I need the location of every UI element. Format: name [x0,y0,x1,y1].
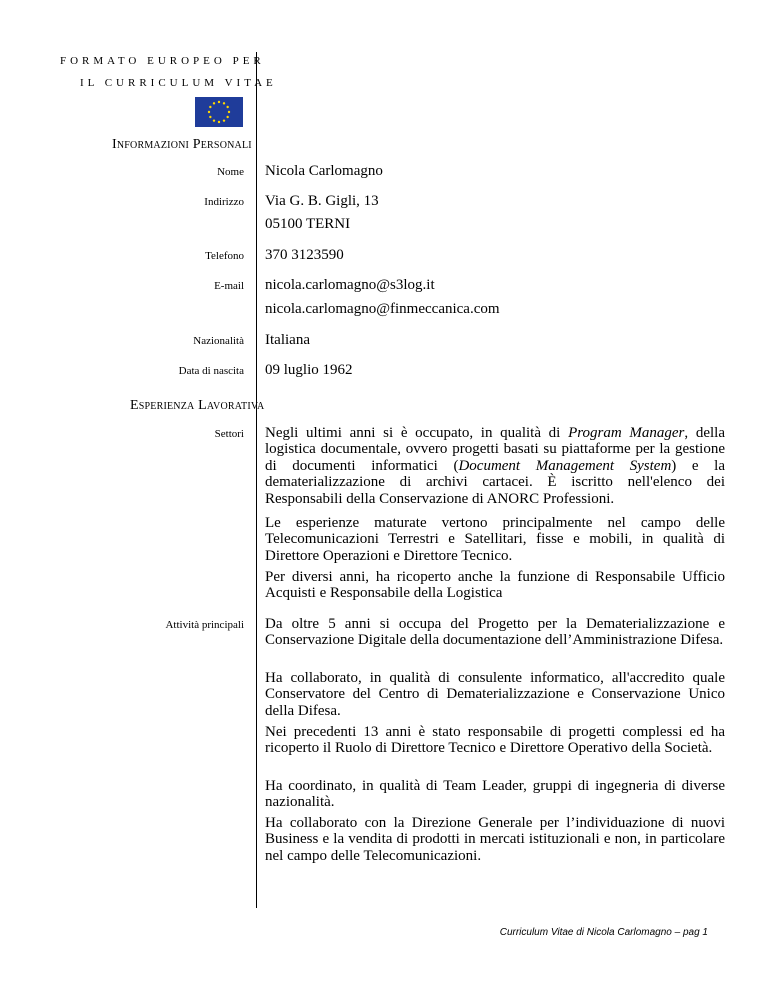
eu-star-icon [209,116,211,118]
label-settori: Settori [214,428,244,440]
header-line-1: FORMATO EUROPEO PER [60,55,265,67]
eu-flag-icon [195,97,243,127]
header-line-2: IL CURRICULUM VITAE [80,77,277,89]
settori-paragraph-1: Negli ultimi anni si è occupato, in qualità di Program Manager, della logistica documentale, ovvero progetti basati su piattaforme per la gestione di documenti informatici (Document Management System) e la dematerializzazione di archivi cartacei. È iscritto nell'elenco dei Responsabili della Conservazione di ANORC Professioni. [265,425,725,507]
value-email-1: nicola.carlomagno@s3log.it [265,277,435,293]
eu-star-icon [208,111,210,113]
value-email-2: nicola.carlomagno@finmeccanica.com [265,301,500,317]
eu-star-icon [213,119,215,121]
section-informazioni-personali: Informazioni Personali [112,137,252,152]
column-divider [256,52,257,908]
attivita-paragraph-5: Ha collaborato con la Direzione Generale per l’individuazione di nuovi Business e la vendita di prodotti in mercati istituzionali e non, in particolare nel campo delle Telecomunicazioni. [265,815,725,864]
section-esperienza-lavorativa: Esperienza Lavorativa [130,398,265,413]
value-nazionalita: Italiana [265,332,310,348]
value-telefono: 370 3123590 [265,247,344,263]
label-email: E-mail [214,280,244,292]
eu-star-icon [218,121,220,123]
eu-star-icon [209,106,211,108]
label-nazionalita: Nazionalità [193,335,244,347]
eu-star-icon [218,101,220,103]
page-footer: Curriculum Vitae di Nicola Carlomagno – pag 1 [499,927,708,938]
eu-star-icon [213,102,215,104]
attivita-paragraph-2: Ha collaborato, in qualità di consulente informatico, all'accredito quale Conservatore del Centro di Dematerializzazione e Conservazione Unico della Difesa. [265,670,725,719]
label-nome: Nome [217,166,244,178]
label-data-nascita: Data di nascita [178,365,244,377]
settori-paragraph-3: Per diversi anni, ha ricoperto anche la funzione di Responsabile Ufficio Acquisti e Responsabile della Logistica [265,569,725,602]
em-program-manager: Program Manager [568,425,685,441]
label-telefono: Telefono [205,250,244,262]
eu-star-icon [223,119,225,121]
value-indirizzo-1: Via G. B. Gigli, 13 [265,193,379,209]
value-nome: Nicola Carlomagno [265,163,383,179]
attivita-paragraph-4: Ha coordinato, in qualità di Team Leader, gruppi di ingegneria di diverse nazionalità. [265,778,725,811]
label-attivita-principali: Attività principali [165,619,244,631]
eu-star-icon [226,116,228,118]
em-dms: Document Management System [458,457,672,474]
eu-star-icon [226,106,228,108]
attivita-paragraph-1: Da oltre 5 anni si occupa del Progetto per la Dematerializzazione e Conservazione Digitale della documentazione dell’Amministrazione Difesa. [265,616,725,649]
label-indirizzo: Indirizzo [204,196,244,208]
attivita-paragraph-3: Nei precedenti 13 anni è stato responsabile di progetti complessi ed ha ricoperto il Ruolo di Direttore Tecnico e Direttore Operativo della Società. [265,724,725,757]
settori-paragraph-2: Le esperienze maturate vertono principalmente nel campo delle Telecomunicazioni Terrestri e Satellitari, fisse e mobili, in qualità di Direttore Operazioni e Direttore Tecnico. [265,515,725,564]
value-indirizzo-2: 05100 TERNI [265,216,351,232]
value-data-nascita: 09 luglio 1962 [265,362,353,378]
eu-star-icon [223,102,225,104]
eu-star-icon [228,111,230,113]
